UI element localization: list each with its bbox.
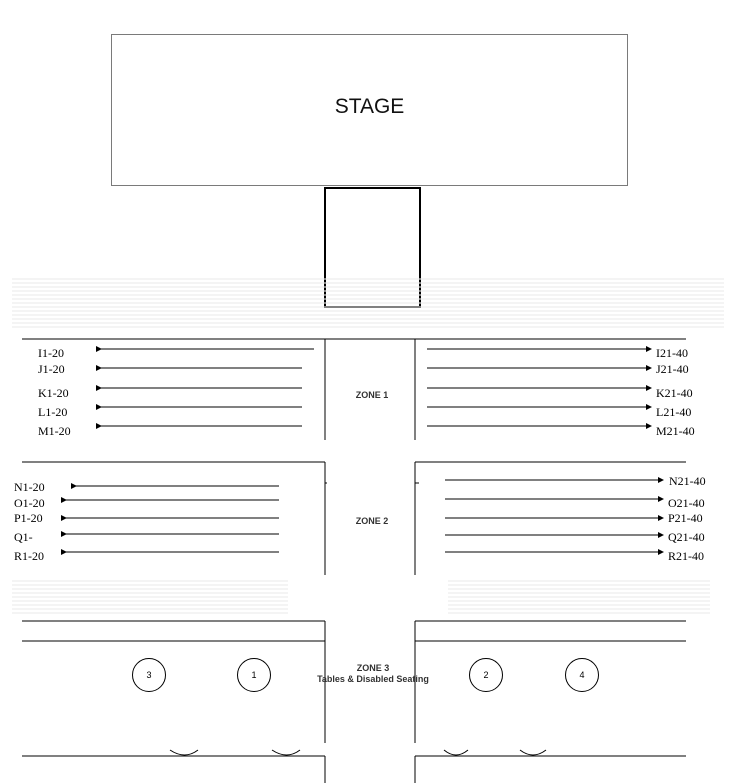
zone3-label-block [300,663,446,685]
zone2-left-arrows [66,486,279,552]
zone2-right-arrows [445,480,663,552]
row-label-j-left: J1-20 [38,362,65,376]
table-3 [132,658,166,692]
row-label-p-right: P21-40 [668,511,703,525]
row-label-k-right: K21-40 [656,386,693,400]
row-label-l-right: L21-40 [656,405,692,419]
row-label-j-right: J21-40 [656,362,689,376]
table-1-number: 1 [251,670,257,680]
zone1-left-arrows [101,349,314,426]
row-label-i-right: I21-40 [656,346,688,360]
row-label-n-right: N21-40 [669,474,706,488]
row-label-o-right: O21-40 [668,496,705,510]
zone1-right-arrows [427,349,651,426]
table-1 [237,658,271,692]
table-3-number: 3 [146,670,152,680]
partial-table-arcs [170,750,546,755]
row-label-q-left: Q1- [14,530,33,544]
zone3-sublabel: Tables & Disabled Seating [317,674,429,684]
row-label-n-left: N1-20 [14,480,45,494]
row-label-q-right: Q21-40 [668,530,705,544]
row-label-p-left: P1-20 [14,511,43,525]
row-label-r-right: R21-40 [668,549,704,563]
table-2 [469,658,503,692]
table-4-number: 4 [579,670,585,680]
row-label-m-right: M21-40 [656,424,695,438]
zone1-label: ZONE 1 [355,390,389,400]
row-label-r-left: R1-20 [14,549,44,563]
table-4 [565,658,599,692]
row-label-o-left: O1-20 [14,496,45,510]
zone2-label: ZONE 2 [355,516,389,526]
row-label-k-left: K1-20 [38,386,69,400]
row-label-i-left: I1-20 [38,346,64,360]
zone3-label: ZONE 3 [356,663,390,673]
row-label-l-left: L1-20 [38,405,68,419]
stage-label: STAGE [334,95,405,118]
zone3-boundaries [22,621,686,783]
table-2-number: 2 [483,670,489,680]
row-label-m-left: M1-20 [38,424,71,438]
